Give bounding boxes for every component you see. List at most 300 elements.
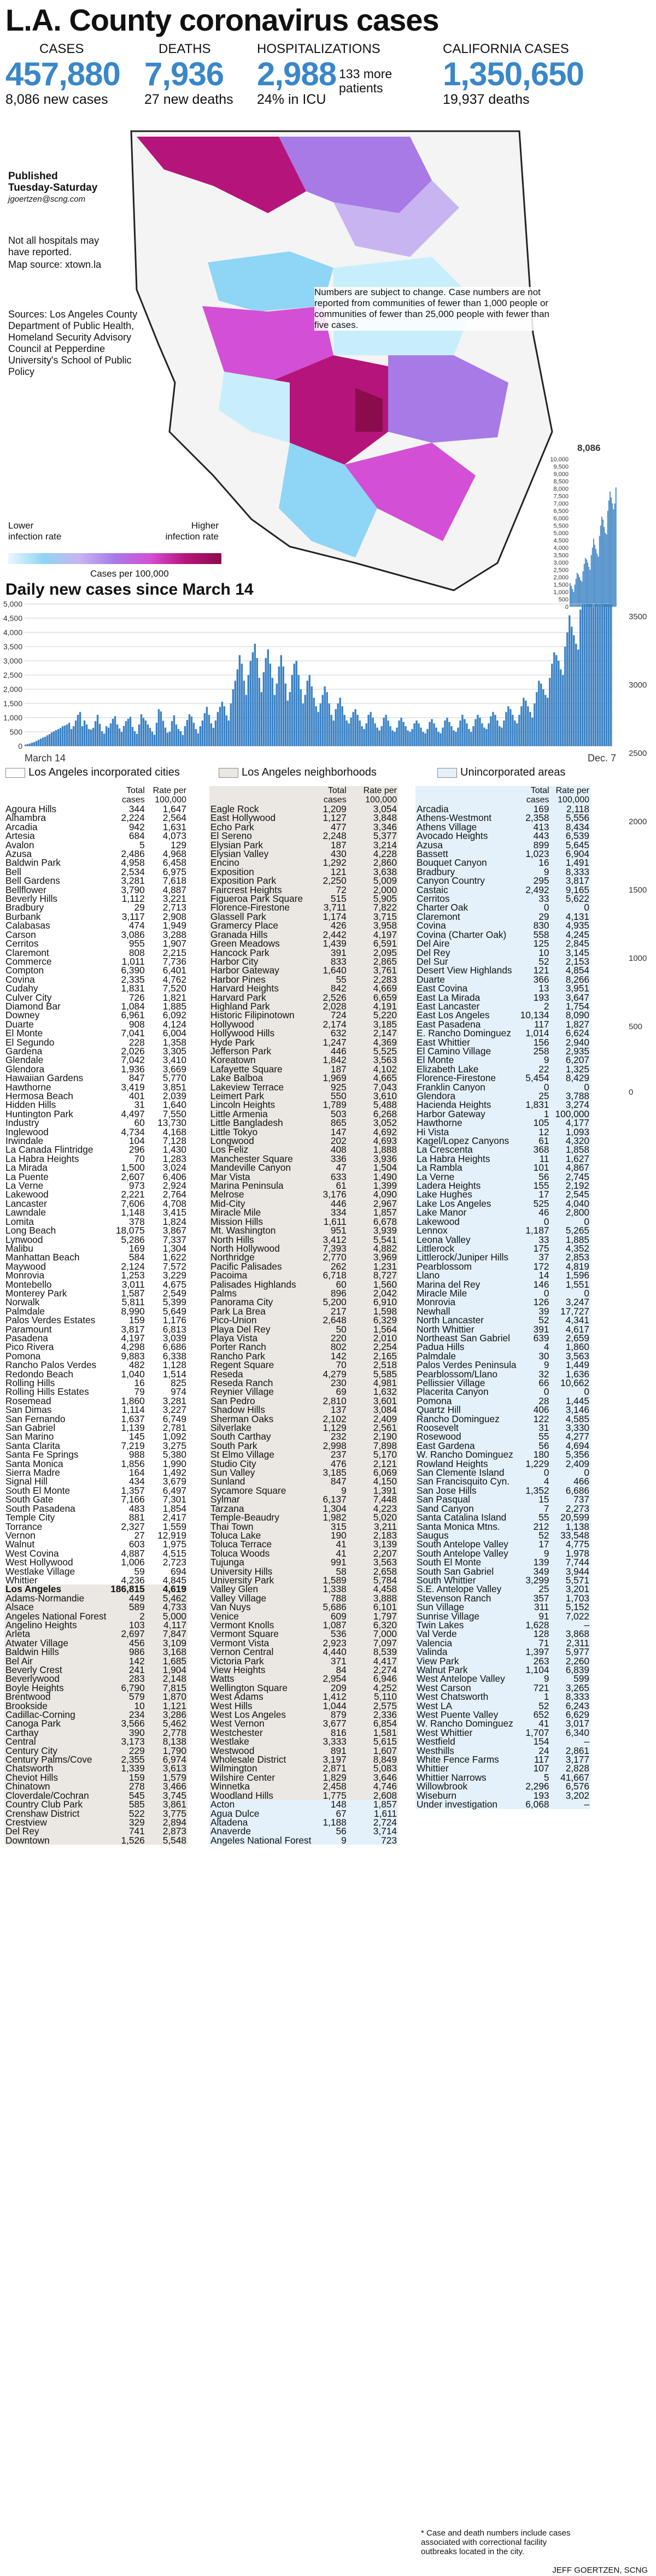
area-name: Gramercy Place (210, 920, 278, 931)
area-name: Baldwin Hills (5, 1646, 59, 1658)
rate-per-100k: 6,659 (373, 991, 397, 1003)
rate-per-100k: 4,762 (162, 973, 186, 985)
total-cases: 70 (336, 1359, 347, 1371)
daily-bar (298, 675, 300, 746)
total-cases: 955 (128, 938, 145, 949)
area-name: Brentwood (5, 1691, 51, 1703)
area-name: South Pasadena (5, 1503, 75, 1514)
total-cases: 1,831 (525, 1099, 549, 1111)
rate-per-100k: 7,736 (162, 955, 186, 967)
daily-bar (468, 729, 470, 746)
daily-bar (101, 731, 103, 746)
area-name: Harbor Gateway (417, 1108, 485, 1119)
area-name: Encino (210, 857, 239, 869)
daily-bar (276, 684, 278, 746)
area-name: West Covina (5, 1547, 59, 1559)
daily-bar (79, 712, 81, 746)
total-cases: 406 (533, 1404, 549, 1416)
rate-per-100k: 1,631 (162, 821, 186, 832)
total-cases: 18,075 (115, 1225, 145, 1236)
total-cases: 1,187 (525, 1225, 549, 1236)
area-name: Victoria Park (210, 1655, 264, 1667)
area-name: Acton (210, 1799, 235, 1810)
area-name: Claremont (417, 911, 460, 922)
total-cases: 1,129 (323, 1422, 347, 1434)
total-cases: 16 (134, 1377, 145, 1388)
y-tick-label: 4,000 (3, 628, 22, 637)
daily-bar (304, 695, 306, 746)
rate-per-100k: 4,090 (373, 1189, 397, 1200)
area-name: Sand Canyon (417, 1503, 474, 1514)
area-name: Bradbury (417, 866, 455, 877)
rate-per-100k: 3,415 (162, 1207, 186, 1218)
rate-per-100k: 2,274 (373, 1664, 397, 1675)
daily-bar (579, 609, 581, 746)
daily-bar (400, 718, 402, 746)
total-cases: 126 (533, 1296, 549, 1308)
daily-bar (287, 701, 289, 746)
rate-per-100k: 1,622 (162, 1252, 186, 1263)
area-name: Palmdale (5, 1305, 45, 1317)
daily-bar (197, 734, 199, 746)
area-name: Hollywood (210, 1018, 254, 1030)
area-name: Duarte (5, 1018, 34, 1030)
rate-per-100k: 5,784 (373, 1574, 397, 1586)
hospitalizations-extra: 133 more patients (339, 67, 393, 95)
area-name: Baldwin Park (5, 857, 61, 869)
area-name: East Covina (417, 983, 468, 994)
daily-bar (389, 726, 391, 746)
area-name: Elysian Valley (210, 848, 269, 860)
area-name: Westhills (417, 1745, 454, 1756)
total-cases: 1,860 (121, 1395, 145, 1406)
daily-bar (446, 718, 448, 746)
total-cases: 190 (330, 1529, 347, 1541)
daily-bar (49, 734, 50, 746)
daily-bar (228, 720, 230, 746)
area-name: Bel Air (5, 1655, 33, 1667)
table-header-row (4, 786, 188, 805)
rate-per-100k: 1,596 (565, 1270, 589, 1281)
total-cases: 31 (134, 1099, 145, 1111)
daily-bar (343, 715, 345, 746)
rate-per-100k: 1,640 (162, 1099, 186, 1111)
total-cases: 28 (538, 1395, 549, 1406)
rate-per-100k: 8,266 (565, 973, 589, 985)
area-name: North Whittier (417, 1323, 475, 1335)
total-cases: 7,219 (121, 1440, 145, 1451)
rate-per-100k: 8,727 (373, 1270, 397, 1281)
rate-per-100k: 1,857 (373, 1799, 397, 1810)
area-name: Athens Village (417, 821, 477, 832)
total-cases: 6,068 (525, 1799, 549, 1810)
daily-bar (490, 716, 491, 746)
area-name: Agua Dulce (210, 1808, 260, 1819)
rate-per-100k: 4,369 (373, 1036, 397, 1048)
area-name: Cloverdale/Cochran (5, 1789, 89, 1801)
area-name: Walnut Park (417, 1664, 468, 1675)
area-name: View Heights (210, 1664, 266, 1675)
area-name: San Gabriel (5, 1422, 56, 1434)
rate-per-100k: 2,561 (373, 1422, 397, 1434)
rate-per-100k: 9,165 (565, 884, 589, 895)
area-name: Country Club Park (5, 1799, 83, 1810)
area-name: Lomita (5, 1216, 34, 1227)
total-cases: 27 (134, 1529, 145, 1541)
total-cases: 652 (533, 1709, 549, 1721)
rate-per-100k: 3,936 (373, 1153, 397, 1164)
rate-per-100k: 7,822 (373, 902, 397, 913)
area-name: El Sereno (210, 830, 252, 842)
total-cases: 1,011 (121, 955, 145, 967)
legend-cities (5, 766, 180, 779)
rate-per-100k: 3,145 (565, 947, 589, 958)
daily-bar (461, 715, 463, 746)
rate-per-100k: 3,288 (162, 929, 186, 940)
x-start-label: March 14 (25, 753, 66, 764)
inset-y-tick-label: 6,000 (553, 515, 569, 522)
rate-per-100k: 6,576 (565, 1781, 589, 1792)
daily-bar (283, 666, 284, 746)
total-cases: 1,139 (121, 1422, 145, 1434)
rate-per-100k: 6,004 (162, 1028, 186, 1039)
daily-bar (321, 695, 323, 746)
area-name: Lake Hughes (417, 1189, 472, 1200)
rate-per-100k: 3,275 (162, 1440, 186, 1451)
total-cases: 3,790 (121, 884, 145, 895)
total-cases: 816 (330, 1727, 347, 1738)
rate-per-100k: 1,904 (162, 1664, 186, 1675)
daily-bar (512, 715, 513, 746)
area-name: Sierra Madre (5, 1467, 60, 1478)
daily-bar (147, 724, 149, 746)
rate-per-100k: 3,201 (565, 1583, 589, 1595)
y-tick-label: 1,000 (3, 713, 22, 722)
credit: JEFF GOERTZEN, SCNG (552, 2566, 648, 2575)
rate-per-100k: 4,252 (373, 1682, 397, 1693)
rate-per-100k: 6,946 (373, 1673, 397, 1685)
rate-per-100k: 7,618 (162, 875, 186, 887)
rate-per-100k: 1,858 (565, 1144, 589, 1155)
area-name: Sunland (210, 1476, 245, 1487)
rate-per-100k: 1,754 (565, 1000, 589, 1012)
rate-per-100k: 4,245 (565, 929, 589, 940)
area-name: Rancho Dominguez (417, 1413, 500, 1424)
area-name: East Los Angeles (417, 1010, 490, 1021)
table-row (4, 858, 188, 867)
total-cases: 125 (533, 938, 549, 949)
area-name: Beverlywood (5, 1673, 60, 1685)
rate-per-100k: 7,043 (373, 1081, 397, 1093)
daily-bar (186, 720, 188, 746)
area-name: South El Monte (5, 1484, 71, 1496)
daily-bar (46, 735, 48, 746)
area-name: Elysian Park (210, 839, 263, 850)
total-cases: 29 (538, 911, 549, 922)
total-cases: 1,352 (525, 1484, 549, 1496)
area-name: Hacienda Heights (417, 1099, 491, 1111)
total-cases: 220 (330, 1332, 347, 1343)
area-name: South Carthay (210, 1431, 271, 1442)
area-name: Northeast San Gabriel (417, 1332, 510, 1343)
area-name: Maywood (5, 1260, 46, 1272)
daily-bar (359, 720, 360, 746)
rate-per-100k: 6,406 (162, 1171, 186, 1182)
rate-per-100k: 6,497 (162, 1484, 186, 1496)
area-name: Hermosa Beach (5, 1090, 73, 1101)
daily-bar (575, 644, 577, 746)
daily-bar (544, 695, 546, 746)
daily-bar (455, 732, 456, 746)
daily-bar (213, 728, 214, 746)
area-name: Lynwood (5, 1234, 43, 1245)
legend-unincorporated-label: Unincorporated areas (460, 766, 566, 778)
total-cases: 7,393 (323, 1242, 347, 1254)
rate-per-100k: 6,749 (162, 1413, 186, 1424)
total-cases: 2,607 (121, 1171, 145, 1182)
total-cases: 9 (543, 1673, 549, 1685)
rate-per-100k: 6,320 (373, 1619, 397, 1630)
area-name: Vernon (5, 1529, 36, 1541)
area-name: Rowland Heights (417, 1458, 488, 1469)
area-name: Montebello (5, 1278, 52, 1290)
table-row (4, 1621, 188, 1629)
total-cases: 12 (538, 1126, 549, 1137)
daily-bar (595, 604, 596, 746)
rate-per-100k: 2,564 (162, 812, 186, 824)
area-name: Winnetka (210, 1781, 250, 1792)
daily-bar (413, 723, 415, 746)
inset-y-tick-label: 5,500 (553, 523, 569, 530)
cases-value: 457,880 (5, 56, 120, 92)
rate-per-100k: 3,669 (162, 1063, 186, 1075)
legend-unincorporated-swatch (437, 768, 457, 778)
total-cases: 10,134 (520, 1010, 549, 1021)
area-name: Temple City (5, 1512, 55, 1523)
area-name: Mandeville Canyon (210, 1162, 291, 1173)
rate-per-100k: 3,185 (373, 1018, 397, 1030)
total-cases: 585 (128, 1799, 145, 1810)
rate-per-100k: 3,305 (162, 1045, 186, 1057)
published-days: Tuesday-Saturday (8, 182, 98, 193)
rate-per-100k: 3,944 (565, 1565, 589, 1577)
rate-per-100k: 4,733 (162, 1601, 186, 1613)
area-name: Cerritos (417, 893, 450, 905)
total-cases: 430 (330, 848, 347, 860)
rate-per-100k: 5,770 (162, 1072, 186, 1084)
total-cases: 1,104 (525, 1664, 549, 1675)
area-name: Van Nuys (210, 1601, 251, 1613)
area-name: Melrose (210, 1189, 244, 1200)
rate-per-100k: 3,039 (162, 1332, 186, 1343)
total-cases: 15 (538, 1494, 549, 1505)
rate-per-100k: 3,084 (373, 1404, 397, 1416)
rate-per-100k: 1,449 (565, 1359, 589, 1371)
total-cases: 4,197 (121, 1332, 145, 1343)
rate-per-100k: 2,183 (373, 1529, 397, 1541)
rate-per-100k: 4,617 (565, 1323, 589, 1335)
area-name: North Lancaster (417, 1315, 484, 1326)
total-cases: 6,390 (121, 965, 145, 976)
total-cases: 3,333 (323, 1736, 347, 1747)
daily-bar (300, 689, 302, 746)
inset-bar (592, 548, 593, 607)
rate-per-100k: 5,170 (373, 1449, 397, 1460)
area-name: Crenshaw District (5, 1808, 80, 1819)
rate-per-100k: 6,268 (373, 1108, 397, 1119)
rate-per-100k: 1,579 (162, 1771, 186, 1783)
inset-y-tick-label: 8,500 (553, 478, 569, 485)
total-cases: 3,419 (121, 1081, 145, 1093)
total-cases: 107 (533, 1763, 549, 1774)
area-name: Santa Fe Springs (5, 1449, 79, 1460)
total-cases: 3,173 (121, 1736, 145, 1747)
rate-per-100k: 3,227 (162, 1404, 186, 1416)
area-name: Sunrise Village (417, 1610, 479, 1622)
total-cases: 721 (533, 1682, 549, 1693)
rate-per-100k: 3,563 (565, 1350, 589, 1362)
daily-bar (33, 742, 35, 746)
daily-bar (494, 715, 496, 746)
total-cases: 536 (330, 1628, 347, 1640)
daily-bar (485, 729, 487, 746)
area-name: La Habra Heights (417, 1153, 490, 1164)
area-name: Lawndale (5, 1207, 46, 1218)
total-cases: 60 (134, 1117, 145, 1129)
header-total-cases: Total cases (526, 786, 549, 805)
area-name: Canyon Country (417, 875, 485, 887)
area-name: Norwalk (5, 1296, 40, 1308)
total-cases: 79 (134, 1386, 145, 1398)
area-name: South Park (210, 1440, 257, 1451)
rate-per-100k: 2,924 (162, 1180, 186, 1192)
daily-bar (584, 604, 585, 746)
area-name: University Hills (210, 1565, 273, 1577)
daily-bar (114, 716, 116, 746)
rate-per-100k: 1,854 (162, 1503, 186, 1514)
total-cases: 1,127 (323, 812, 347, 824)
rate-per-100k: 17,727 (560, 1305, 589, 1317)
daily-bar (509, 709, 511, 746)
area-name: East La Mirada (417, 991, 481, 1003)
total-cases: 413 (533, 821, 549, 832)
y-tick-label: 3,000 (3, 656, 22, 665)
total-cases: 2,224 (121, 812, 145, 824)
total-cases: 1,500 (121, 1162, 145, 1173)
total-cases: 6,137 (323, 1494, 347, 1505)
total-cases: 9 (543, 1054, 549, 1066)
total-cases: 1,023 (525, 848, 549, 860)
area-name: Lake Balboa (210, 1072, 263, 1084)
header-name (415, 786, 518, 805)
rate-per-100k: 5,585 (373, 1368, 397, 1380)
rate-per-100k: 1,559 (162, 1521, 186, 1532)
area-name: South Whittier (417, 1574, 476, 1586)
total-cases: 145 (128, 1431, 145, 1442)
rate-per-100k: 2,545 (565, 1189, 589, 1200)
daily-bar (422, 732, 424, 746)
total-cases: 477 (330, 821, 347, 832)
daily-bar (112, 719, 114, 746)
daily-bar (285, 684, 286, 746)
daily-bar (127, 719, 129, 746)
area-name: Palisades Highlands (210, 1278, 296, 1290)
total-cases: 29 (134, 902, 145, 913)
daily-bar (601, 604, 603, 746)
daily-bar (586, 604, 588, 746)
footnote: * Case and death numbers include cases associated with correctional facility outbreaks located in the city. (421, 2528, 571, 2556)
inset-bar (604, 527, 605, 607)
daily-bar (564, 647, 566, 746)
rate-per-100k: 0 (584, 1081, 589, 1093)
daily-bar (488, 723, 489, 746)
rate-per-100k: 7,000 (373, 1628, 397, 1640)
area-name: Valley Glen (210, 1583, 259, 1595)
daily-bar (466, 723, 467, 746)
inset-bar (612, 503, 613, 607)
area-name: Sun Valley (210, 1467, 255, 1478)
inset-y-tick-label: 4,000 (553, 545, 569, 551)
rate-per-100k: 2,417 (162, 1512, 186, 1523)
daily-bar (243, 680, 245, 746)
daily-bar (571, 627, 572, 746)
area-name: Carthay (5, 1727, 39, 1738)
total-cases: 830 (533, 920, 549, 931)
daily-bar (433, 723, 435, 746)
daily-bar (335, 709, 336, 746)
daily-bar (156, 723, 157, 746)
daily-bar (154, 735, 155, 746)
daily-bar (53, 731, 55, 746)
area-name: Hawthorne (5, 1081, 51, 1093)
area-name: Tujunga (210, 1557, 244, 1568)
area-name: Playa Del Rey (210, 1323, 271, 1335)
rate-per-100k: 0 (584, 902, 589, 913)
rate-per-100k: 2,658 (373, 1565, 397, 1577)
area-name: San Fernando (5, 1413, 66, 1424)
daily-bar (73, 726, 74, 746)
area-name: South San Gabriel (417, 1565, 494, 1577)
total-cases: 371 (330, 1655, 347, 1667)
area-name: Glendale (5, 1054, 44, 1066)
daily-bar (315, 706, 317, 746)
inset-y-tick-label: 7,000 (553, 501, 569, 507)
rate-per-100k: 1,231 (373, 1260, 397, 1272)
area-name: Paramount (5, 1323, 52, 1335)
total-cases: 1,253 (121, 1270, 145, 1281)
area-name: South Antelope Valley (417, 1539, 508, 1550)
total-cases: 2,102 (323, 1413, 347, 1424)
rate-per-100k: – (584, 1736, 589, 1747)
daily-bar (140, 714, 142, 746)
rate-per-100k: 3,817 (565, 875, 589, 887)
total-cases: 41 (336, 1539, 347, 1550)
rate-per-100k: 2,865 (373, 955, 397, 967)
daily-bar (534, 703, 535, 746)
rate-per-100k: 6,101 (373, 1601, 397, 1613)
area-name: Quartz Hill (417, 1404, 461, 1416)
total-cases: 545 (128, 1789, 145, 1801)
area-name: Bassett (417, 848, 448, 860)
rate-per-100k: 6,207 (565, 1054, 589, 1066)
total-cases: 24 (538, 1745, 549, 1756)
rate-per-100k: 3,247 (565, 1296, 589, 1308)
total-cases: 1,775 (323, 1789, 347, 1801)
daily-bar (25, 744, 26, 746)
rate-per-100k: 6,686 (565, 1484, 589, 1496)
area-name: Miracle Mile (417, 1287, 467, 1299)
inset-y-tick-label: 10,000 (550, 456, 569, 463)
